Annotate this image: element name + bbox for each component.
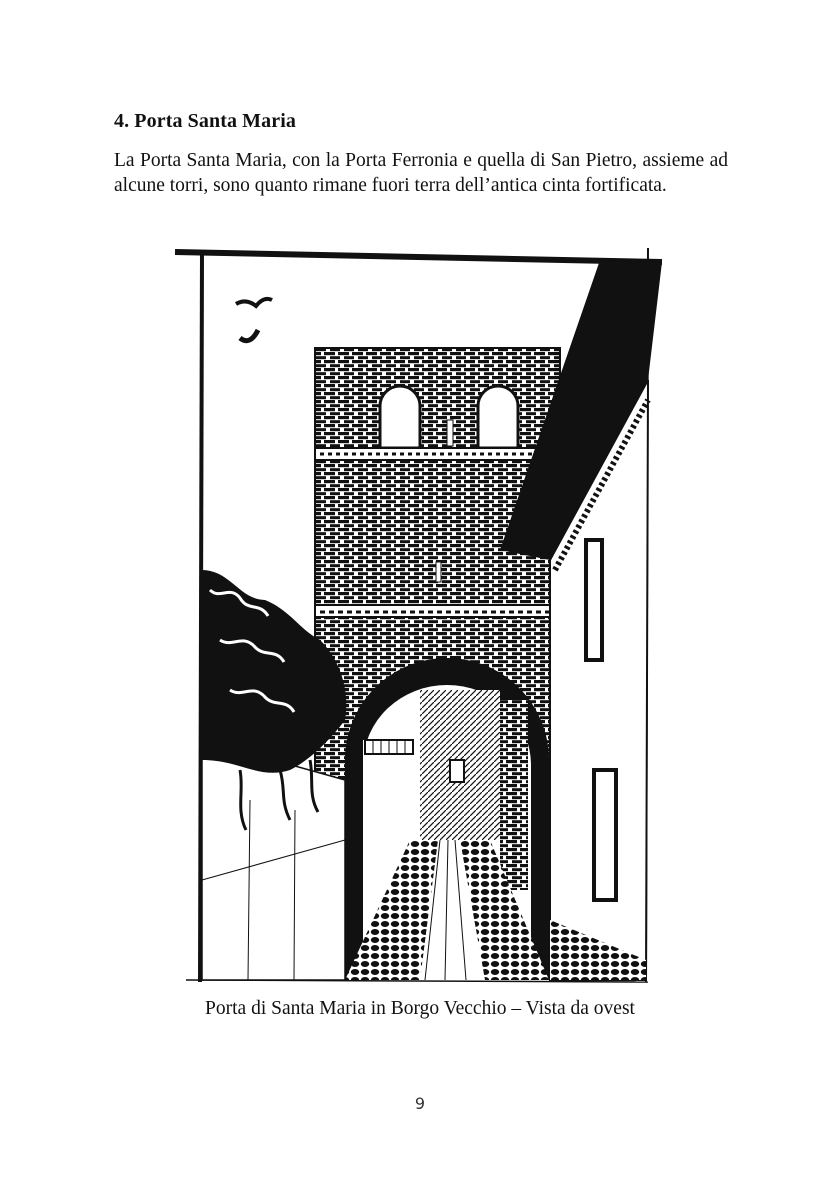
section-heading: 4. Porta Santa Maria xyxy=(114,110,296,132)
figure-caption: Porta di Santa Maria in Borgo Vecchio – Vista da ovest xyxy=(205,998,635,1019)
body-paragraph: La Porta Santa Maria, con la Porta Ferronia e quella di San Pietro, assieme ad alcune torri, sono quanto rimane fuori terra dell’antica cinta fortificata. xyxy=(114,150,728,196)
page-number: 9 xyxy=(414,1094,426,1113)
gate-illustration xyxy=(170,240,670,985)
